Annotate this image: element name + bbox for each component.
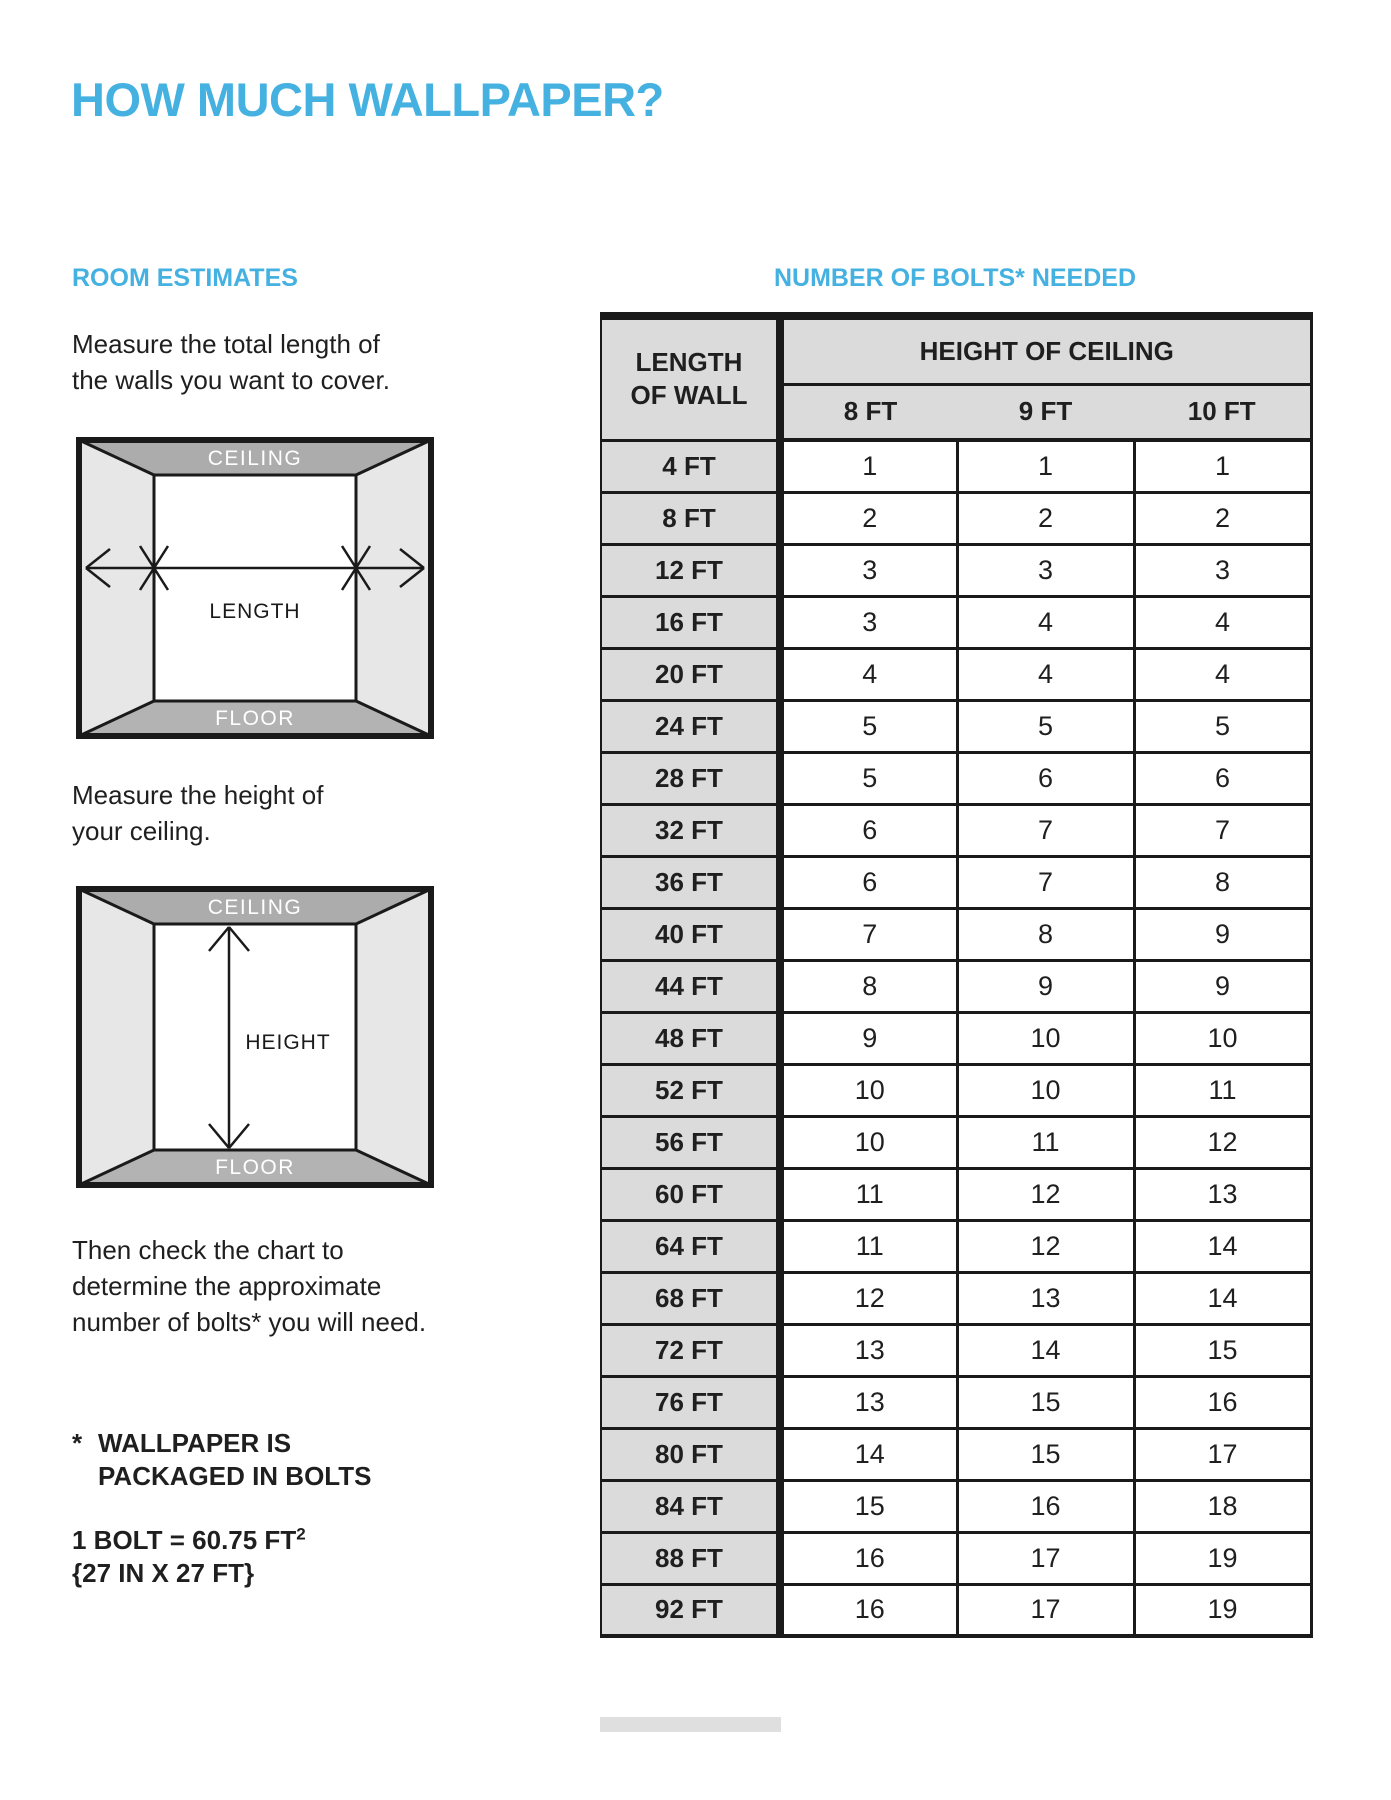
wall-length-cell: 20 FT [601, 648, 780, 700]
floor-label: FLOOR [215, 1156, 295, 1179]
bolts-10ft-cell: 18 [1134, 1480, 1311, 1532]
instruction-line: Measure the height of [72, 780, 324, 810]
room-perspective-drawing [76, 437, 434, 739]
wall-length-cell: 4 FT [601, 440, 780, 492]
ceiling-height-column-header: 8 FT [780, 384, 957, 440]
bolts-9ft-cell: 17 [957, 1584, 1134, 1636]
table-row [601, 1220, 1311, 1272]
bolts-8ft-cell: 9 [780, 1012, 957, 1064]
bolts-8ft-cell: 3 [780, 596, 957, 648]
bolts-8ft-cell: 10 [780, 1064, 957, 1116]
instruction-line: the walls you want to cover. [72, 365, 390, 395]
bolt-size-spec [72, 1524, 306, 1590]
table-row [601, 752, 1311, 804]
instruction-line: Measure the total length of [72, 329, 380, 359]
bolts-9ft-cell: 10 [957, 1064, 1134, 1116]
wall-length-cell: 12 FT [601, 544, 780, 596]
table-row [601, 1532, 1311, 1584]
bolts-10ft-cell: 17 [1134, 1428, 1311, 1480]
bolts-10ft-cell: 15 [1134, 1324, 1311, 1376]
bolts-10ft-cell: 6 [1134, 752, 1311, 804]
wall-length-cell: 16 FT [601, 596, 780, 648]
squared-superscript: 2 [296, 1524, 306, 1544]
bolts-10ft-cell: 12 [1134, 1116, 1311, 1168]
bolts-8ft-cell: 14 [780, 1428, 957, 1480]
bolts-9ft-cell: 2 [957, 492, 1134, 544]
bolts-10ft-cell: 11 [1134, 1064, 1311, 1116]
bolts-9ft-cell: 6 [957, 752, 1134, 804]
wall-length-cell: 76 FT [601, 1376, 780, 1428]
table-row [601, 648, 1311, 700]
bolts-10ft-cell: 4 [1134, 648, 1311, 700]
bolt-dimensions: {27 IN X 27 FT} [72, 1558, 255, 1588]
table-row [601, 1584, 1311, 1636]
bolts-9ft-cell: 12 [957, 1168, 1134, 1220]
bolts-9ft-cell: 14 [957, 1324, 1134, 1376]
bolts-9ft-cell: 9 [957, 960, 1134, 1012]
bolts-10ft-cell: 3 [1134, 544, 1311, 596]
bolts-8ft-cell: 13 [780, 1376, 957, 1428]
right-wall-surface [356, 889, 431, 1185]
wall-length-cell: 32 FT [601, 804, 780, 856]
bolts-9ft-cell: 5 [957, 700, 1134, 752]
table-row [601, 960, 1311, 1012]
bolts-8ft-cell: 8 [780, 960, 957, 1012]
floor-label: FLOOR [215, 707, 295, 730]
bolts-8ft-cell: 16 [780, 1532, 957, 1584]
table-row [601, 804, 1311, 856]
table-row [601, 1012, 1311, 1064]
table-row [601, 700, 1311, 752]
wall-length-cell: 36 FT [601, 856, 780, 908]
bolts-8ft-cell: 7 [780, 908, 957, 960]
bolts-needed-heading: NUMBER OF BOLTS* NEEDED [773, 264, 1137, 292]
ceiling-height-diagram [76, 886, 434, 1188]
bolts-8ft-cell: 5 [780, 752, 957, 804]
table-row [601, 596, 1311, 648]
bolts-table-body [601, 440, 1311, 1636]
bolts-10ft-cell: 13 [1134, 1168, 1311, 1220]
wall-length-cell: 84 FT [601, 1480, 780, 1532]
bolts-8ft-cell: 5 [780, 700, 957, 752]
bolts-9ft-cell: 10 [957, 1012, 1134, 1064]
table-row [601, 1168, 1311, 1220]
ceiling-label: CEILING [207, 447, 303, 470]
bolts-9ft-cell: 7 [957, 856, 1134, 908]
table-cutoff-remnant [600, 1717, 781, 1732]
bolts-9ft-cell: 12 [957, 1220, 1134, 1272]
wallpaper-bolts-footnote [72, 1427, 371, 1493]
instruction-line: Then check the chart to [72, 1235, 344, 1265]
room-perspective-drawing [76, 886, 434, 1188]
room-estimates-heading: ROOM ESTIMATES [72, 264, 298, 292]
bolts-8ft-cell: 12 [780, 1272, 957, 1324]
table-row [601, 1428, 1311, 1480]
ceiling-height-column-header: 10 FT [1134, 384, 1311, 440]
bolts-8ft-cell: 11 [780, 1220, 957, 1272]
bolts-9ft-cell: 15 [957, 1376, 1134, 1428]
bolts-10ft-cell: 4 [1134, 596, 1311, 648]
instruction-line: determine the approximate [72, 1271, 382, 1301]
table-row [601, 908, 1311, 960]
bolts-10ft-cell: 10 [1134, 1012, 1311, 1064]
wall-length-cell: 8 FT [601, 492, 780, 544]
wall-length-cell: 28 FT [601, 752, 780, 804]
bolts-needed-table [600, 312, 1313, 1638]
bolts-8ft-cell: 4 [780, 648, 957, 700]
table-row [601, 440, 1311, 492]
wall-length-cell: 92 FT [601, 1584, 780, 1636]
left-wall-surface [79, 889, 154, 1185]
wall-length-cell: 52 FT [601, 1064, 780, 1116]
table-row [601, 856, 1311, 908]
bolts-9ft-cell: 3 [957, 544, 1134, 596]
bolts-9ft-cell: 11 [957, 1116, 1134, 1168]
table-row [601, 492, 1311, 544]
room-length-diagram [76, 437, 434, 739]
bolts-8ft-cell: 11 [780, 1168, 957, 1220]
bolts-9ft-cell: 4 [957, 596, 1134, 648]
bolts-8ft-cell: 6 [780, 804, 957, 856]
bolts-9ft-cell: 7 [957, 804, 1134, 856]
table-row [601, 1116, 1311, 1168]
table-row [601, 1064, 1311, 1116]
bolts-8ft-cell: 3 [780, 544, 957, 596]
height-of-ceiling-header: HEIGHT OF CEILING [780, 316, 1311, 384]
bolts-9ft-cell: 13 [957, 1272, 1134, 1324]
back-wall-surface [154, 475, 356, 701]
wall-length-cell: 60 FT [601, 1168, 780, 1220]
bolts-10ft-cell: 2 [1134, 492, 1311, 544]
bolts-9ft-cell: 4 [957, 648, 1134, 700]
bolts-9ft-cell: 16 [957, 1480, 1134, 1532]
wall-length-cell: 48 FT [601, 1012, 780, 1064]
bolts-9ft-cell: 8 [957, 908, 1134, 960]
wall-length-cell: 72 FT [601, 1324, 780, 1376]
ceiling-label: CEILING [207, 896, 303, 919]
bolts-8ft-cell: 16 [780, 1584, 957, 1636]
bolts-10ft-cell: 8 [1134, 856, 1311, 908]
wall-length-cell: 88 FT [601, 1532, 780, 1584]
table-row [601, 1324, 1311, 1376]
instruction-step-1 [72, 326, 390, 398]
bolts-10ft-cell: 9 [1134, 960, 1311, 1012]
bolts-10ft-cell: 9 [1134, 908, 1311, 960]
instruction-line: number of bolts* you will need. [72, 1307, 427, 1337]
footnote-line: WALLPAPER IS [98, 1428, 292, 1458]
bolts-8ft-cell: 15 [780, 1480, 957, 1532]
bolts-8ft-cell: 13 [780, 1324, 957, 1376]
page-title: HOW MUCH WALLPAPER? [71, 73, 664, 126]
bolts-10ft-cell: 19 [1134, 1584, 1311, 1636]
bolts-9ft-cell: 1 [957, 440, 1134, 492]
bolts-10ft-cell: 14 [1134, 1220, 1311, 1272]
bolts-9ft-cell: 17 [957, 1532, 1134, 1584]
instruction-step-2 [72, 777, 324, 849]
bolts-10ft-cell: 14 [1134, 1272, 1311, 1324]
bolts-8ft-cell: 10 [780, 1116, 957, 1168]
length-of-wall-header: LENGTH OF WALL [601, 316, 780, 440]
table-row [601, 1376, 1311, 1428]
wall-length-cell: 68 FT [601, 1272, 780, 1324]
bolts-10ft-cell: 5 [1134, 700, 1311, 752]
bolts-10ft-cell: 16 [1134, 1376, 1311, 1428]
wall-length-cell: 44 FT [601, 960, 780, 1012]
ceiling-height-column-header: 9 FT [957, 384, 1134, 440]
bolts-10ft-cell: 1 [1134, 440, 1311, 492]
table-row [601, 1272, 1311, 1324]
bolts-8ft-cell: 2 [780, 492, 957, 544]
table-row [601, 1480, 1311, 1532]
bolts-10ft-cell: 7 [1134, 804, 1311, 856]
instruction-line: your ceiling. [72, 816, 211, 846]
bolt-equation: 1 BOLT = 60.75 FT [72, 1525, 297, 1555]
table-row [601, 544, 1311, 596]
wall-length-cell: 64 FT [601, 1220, 780, 1272]
bolts-8ft-cell: 1 [780, 440, 957, 492]
wall-length-cell: 24 FT [601, 700, 780, 752]
footnote-line: PACKAGED IN BOLTS [98, 1461, 372, 1491]
bolts-9ft-cell: 15 [957, 1428, 1134, 1480]
wall-length-cell: 56 FT [601, 1116, 780, 1168]
bolts-10ft-cell: 19 [1134, 1532, 1311, 1584]
wall-length-cell: 80 FT [601, 1428, 780, 1480]
height-label: HEIGHT [245, 1031, 331, 1054]
asterisk: * [72, 1428, 83, 1458]
length-label: LENGTH [209, 600, 301, 623]
wall-length-cell: 40 FT [601, 908, 780, 960]
bolts-8ft-cell: 6 [780, 856, 957, 908]
instruction-step-3 [72, 1232, 426, 1340]
